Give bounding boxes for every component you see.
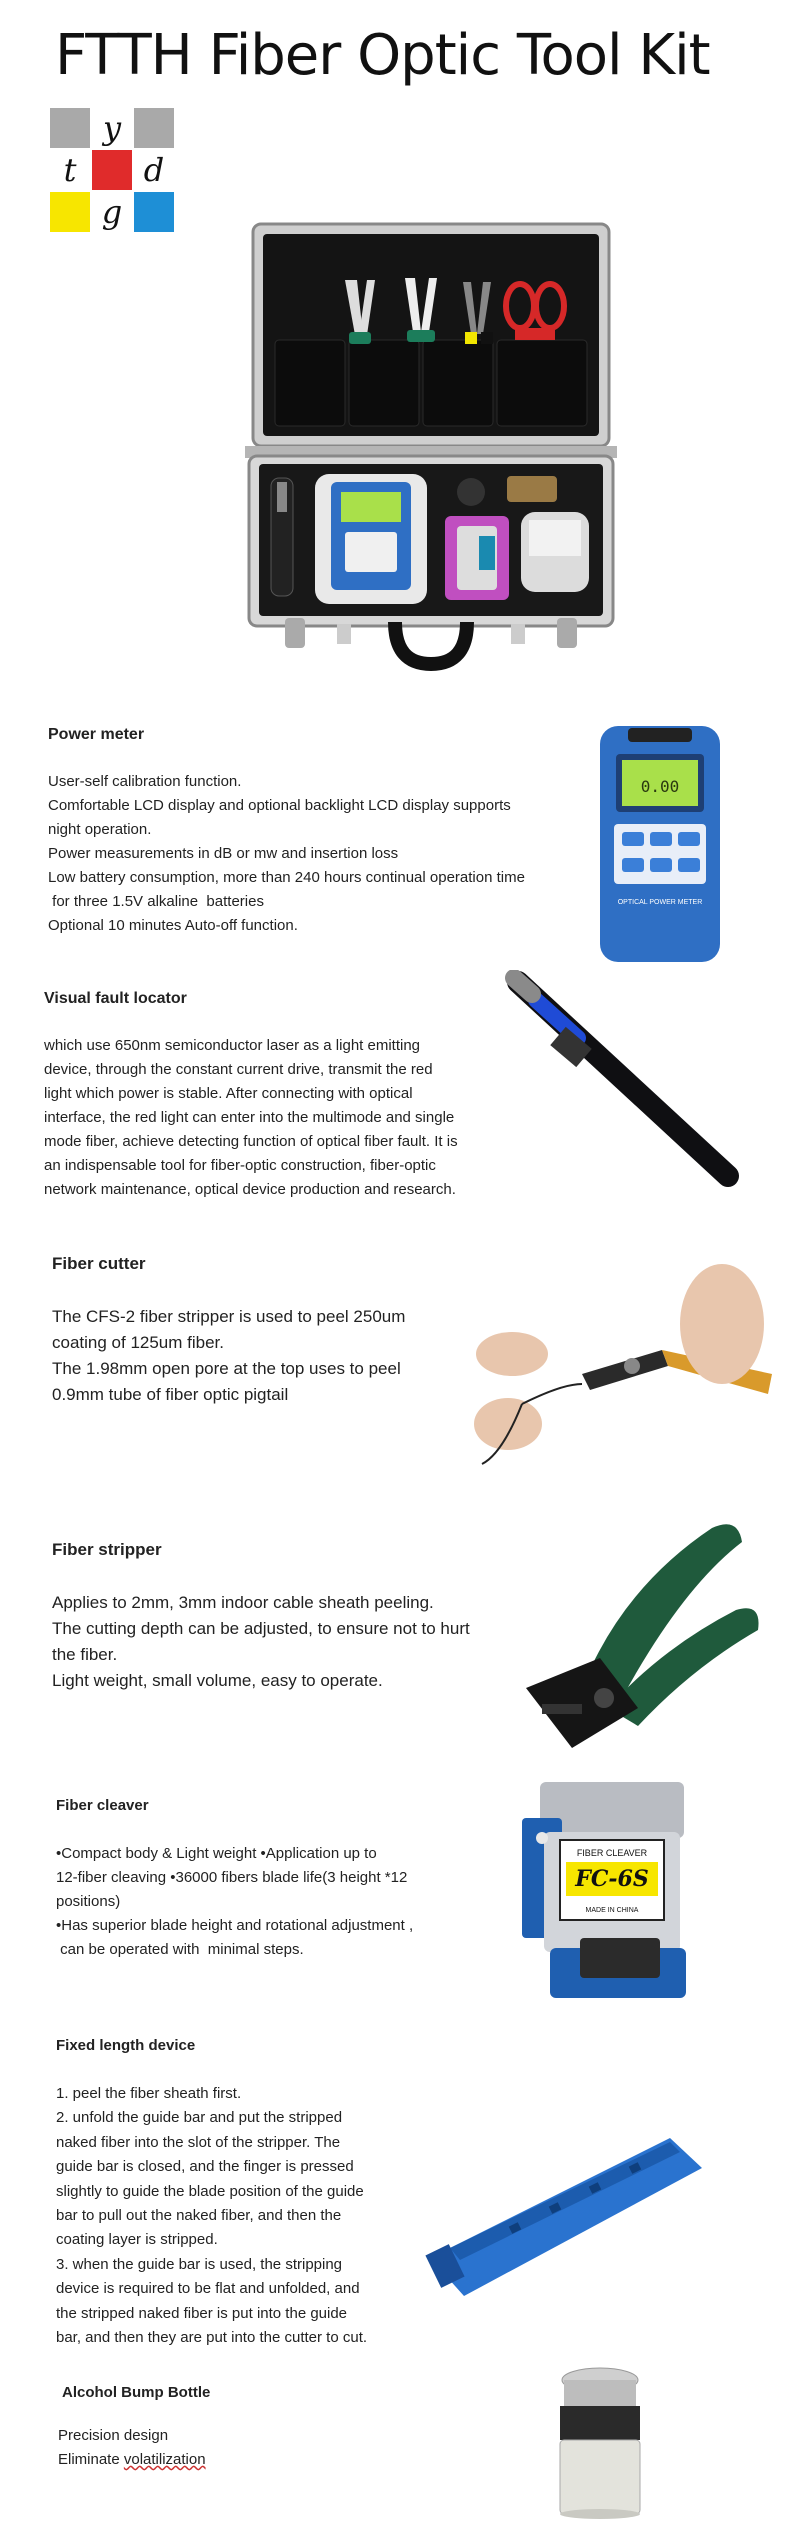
- description-line: light which power is stable. After connecting with optical: [44, 1085, 413, 1102]
- power-meter-image: [598, 724, 722, 964]
- description-text: Eliminate: [58, 2451, 124, 2468]
- section-heading-power-meter: Power meter: [48, 726, 145, 743]
- fiber-stripper-image: [512, 1498, 772, 1760]
- description-line: coating of 125um fiber.: [52, 1333, 225, 1352]
- description-line: which use 650nm semiconductor laser as a light emitting: [44, 1037, 421, 1054]
- description-line: Applies to 2mm, 3mm indoor cable sheath peeling.: [52, 1593, 434, 1612]
- description-line: network maintenance, optical device production and research.: [44, 1181, 456, 1198]
- section-heading-visual-fault-locator: Visual fault locator: [44, 990, 187, 1007]
- logo-cell-yellow: [50, 192, 90, 232]
- description-line: User-self calibration function.: [48, 773, 242, 790]
- power-meter-description: [48, 770, 525, 938]
- description-text-underlined: volatilization: [123, 2451, 206, 2468]
- section-heading-fiber-cutter: Fiber cutter: [52, 1254, 146, 1273]
- alcohol-bottle-image: [550, 2360, 650, 2520]
- description-line: Precision design: [58, 2427, 169, 2444]
- cleaver-model: FC-6S: [575, 1866, 649, 1892]
- description-line: can be operated with minimal steps.: [56, 1941, 304, 1958]
- visual-fault-locator-image: [498, 970, 748, 1188]
- description-line: The 1.98mm open pore at the top uses to peel: [52, 1359, 401, 1378]
- power-meter-display: 0.00: [640, 777, 680, 796]
- description-line: device is required to be flat and unfolded, and: [56, 2280, 360, 2298]
- description-line: naked fiber into the slot of the stripper. The: [56, 2133, 341, 2151]
- description-line: 12-fiber cleaving •36000 fibers blade life(3 height *12: [56, 1869, 408, 1886]
- logo-cell-red: [92, 150, 132, 190]
- visual-fault-locator-description: [44, 1034, 458, 1202]
- description-line: •Has superior blade height and rotational adjustment ,: [56, 1917, 414, 1934]
- fiber-stripper-description: [52, 1590, 470, 1694]
- description-line: •Compact body & Light weight •Application up to: [56, 1845, 377, 1862]
- description-line: slightly to guide the blade position of the guide: [56, 2182, 364, 2200]
- fiber-cleaver-description: [56, 1842, 413, 1962]
- description-line: the stripped naked fiber is put into the guide: [56, 2304, 348, 2322]
- description-line: The cutting depth can be adjusted, to ensure not to hurt: [52, 1619, 470, 1638]
- logo-letter: g: [101, 193, 123, 231]
- page-title: FTTH Fiber Optic Tool Kit: [55, 23, 710, 88]
- description-line: mode fiber, achieve detecting function of optical fiber fault. It is: [44, 1133, 458, 1150]
- description-line: for three 1.5V alkaline batteries: [48, 893, 264, 910]
- description-line: [58, 2448, 206, 2472]
- cleaver-label-top: FIBER CLEAVER: [576, 1848, 648, 1858]
- description-line: Comfortable LCD display and optional backlight LCD display supports: [48, 797, 511, 814]
- description-line: Light weight, small volume, easy to operate.: [52, 1671, 383, 1690]
- description-line: bar to pull out the naked fiber, and then the: [56, 2207, 342, 2225]
- description-line: [48, 842, 525, 866]
- description-line: coating layer is stripped.: [56, 2231, 218, 2249]
- description-text: Power measurements in dB or mw and insertion loss: [48, 845, 399, 862]
- fixed-length-device-description: [56, 2082, 367, 2350]
- fixed-length-device-image: [420, 2128, 710, 2304]
- alcohol-bottle-description: [58, 2424, 206, 2472]
- section-heading-fiber-stripper: Fiber stripper: [52, 1540, 162, 1559]
- section-heading-fixed-length-device: Fixed length device: [56, 2037, 196, 2054]
- description-line: an indispensable tool for fiber-optic construction, fiber-optic: [44, 1157, 436, 1174]
- description-line: 1. peel the fiber sheath first.: [56, 2085, 242, 2102]
- description-line: interface, the red light can enter into the multimode and single: [44, 1109, 455, 1126]
- logo-letter: y: [102, 109, 122, 147]
- description-line: 0.9mm tube of fiber optic pigtail: [52, 1385, 289, 1404]
- description-line: 2. unfold the guide bar and put the stripped: [56, 2109, 343, 2127]
- cleaver-made-in: MADE IN CHINA: [585, 1907, 639, 1914]
- description-line: device, through the constant current drive, transmit the red: [44, 1061, 433, 1078]
- power-meter-label: OPTICAL POWER METER: [617, 899, 703, 906]
- logo-letter: t: [63, 151, 77, 189]
- logo-cell-gray: [134, 108, 174, 148]
- brand-logo: [50, 108, 176, 234]
- description-line: positions): [56, 1893, 121, 1910]
- description-line: the fiber.: [52, 1645, 118, 1664]
- description-line: 3. when the guide bar is used, the stripping: [56, 2255, 343, 2273]
- section-heading-fiber-cleaver: Fiber cleaver: [56, 1797, 149, 1814]
- fiber-cleaver-image: [520, 1778, 694, 2004]
- logo-cell-gray: [50, 108, 90, 148]
- description-line: Low battery consumption, more than 240 hours continual operation time: [48, 869, 525, 886]
- description-line: Optional 10 minutes Auto-off function.: [48, 917, 298, 934]
- tool-kit-case-image: [245, 220, 617, 682]
- fiber-cutter-image: [472, 1254, 772, 1480]
- fiber-cutter-description: [52, 1304, 405, 1408]
- logo-letter: d: [143, 151, 165, 189]
- description-line: guide bar is closed, and the finger is pressed: [56, 2158, 354, 2176]
- description-line: night operation.: [48, 821, 152, 838]
- section-heading-alcohol-bottle: Alcohol Bump Bottle: [62, 2384, 211, 2401]
- description-line: The CFS-2 fiber stripper is used to peel 250um: [52, 1307, 406, 1326]
- description-line: bar, and then they are put into the cutter to cut.: [56, 2329, 368, 2347]
- logo-cell-blue: [134, 192, 174, 232]
